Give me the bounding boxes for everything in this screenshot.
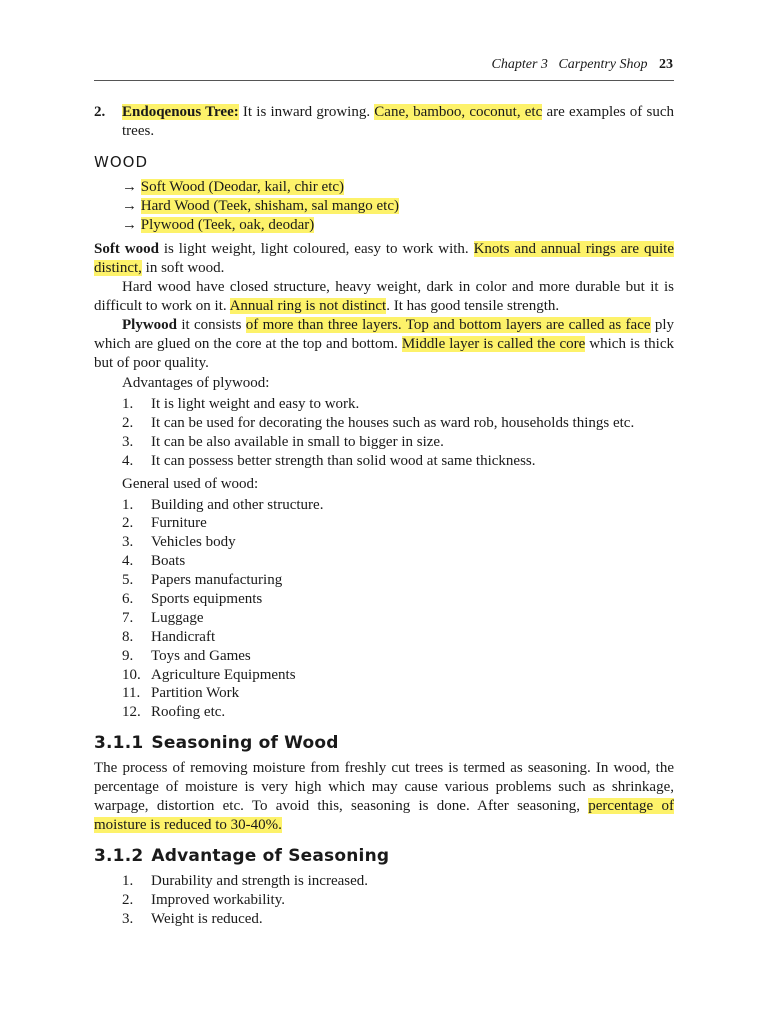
seasoning-highlight: percentage of moisture is reduced to 30-40%. <box>94 798 674 834</box>
item-text: Building and other structure. <box>151 496 324 513</box>
plywood-term: Plywood <box>122 317 178 333</box>
item-text: Agriculture Equipments <box>151 666 296 683</box>
item-text: Vehicles body <box>151 534 236 551</box>
item-text: Handicraft <box>151 628 216 645</box>
plywood-highlight1: of more than three layers. Top and bottom layers are called as face <box>245 317 651 333</box>
endogenous-term: Endoqenous Tree: <box>122 104 239 120</box>
item-number: 2. <box>122 515 134 532</box>
list-item <box>122 647 674 666</box>
item-text: Weight is reduced. <box>151 911 263 928</box>
plywood-text3: which is thick but of poor quality. <box>94 336 675 371</box>
item-number: 3. <box>122 911 134 928</box>
soft-wood-term: Soft wood <box>94 241 159 257</box>
item-number: 3. <box>122 433 134 450</box>
section-title: Advantage of Seasoning <box>151 846 390 867</box>
endogenous-text1: It is inward growing. <box>238 104 375 120</box>
item-number: 2. <box>122 892 134 909</box>
section-number: 3.1.2 <box>94 846 144 867</box>
seasoning-paragraph <box>94 759 674 835</box>
chapter-label: Chapter 3 <box>491 57 548 72</box>
running-head <box>492 55 673 74</box>
soft-wood-text1: is light weight, light coloured, easy to work with. <box>158 241 474 257</box>
hard-wood-text2: . It has good tensile strength. <box>386 298 560 314</box>
item-text: Sports equipments <box>151 591 263 608</box>
plywood-paragraph <box>94 316 674 373</box>
list-item <box>122 433 674 452</box>
plywood-highlight2: Middle layer is called the core <box>401 336 586 352</box>
item-number: 1. <box>122 396 134 412</box>
item-text: It is light weight and easy to work. <box>151 396 360 412</box>
endogenous-paragraph <box>122 103 674 141</box>
list-item <box>122 910 674 929</box>
endogenous-item <box>94 103 674 141</box>
item-number: 4. <box>122 452 134 469</box>
item-number: 8. <box>122 628 134 645</box>
item-number: 1. <box>122 873 134 890</box>
wood-type-item <box>122 216 674 235</box>
item-text: It can be also available in small to bigger in size. <box>151 433 444 450</box>
soft-wood-paragraph <box>94 240 674 278</box>
item-number: 6. <box>122 591 134 608</box>
uses-list <box>122 496 674 723</box>
endogenous-number: 2. <box>94 104 106 120</box>
hard-wood-text1: Hard wood have closed structure, heavy weight, dark in color and more durable but it is difficult to work on it. <box>94 279 674 314</box>
list-item <box>122 628 674 647</box>
item-number: 1. <box>122 496 134 513</box>
list-item <box>122 452 674 471</box>
item-text: It can be used for decorating the houses such as ward rob, households things etc. <box>151 414 635 431</box>
list-item <box>122 684 674 703</box>
item-number: 9. <box>122 647 134 664</box>
item-number: 10. <box>122 666 141 683</box>
list-item <box>122 703 674 722</box>
item-text: Luggage <box>151 609 204 626</box>
list-item <box>122 609 674 628</box>
item-number: 12. <box>122 704 141 721</box>
item-text: Furniture <box>151 515 207 532</box>
soft-wood-highlight: Knots and annual rings are quite distinct, <box>94 241 674 276</box>
item-number: 4. <box>122 553 134 570</box>
list-item <box>122 552 674 571</box>
wood-type-item <box>122 178 674 197</box>
soft-wood-text2: in soft wood. <box>141 260 225 276</box>
wood-types-list <box>122 178 674 235</box>
wood-heading: WOOD <box>94 153 148 171</box>
item-number: 5. <box>122 572 134 589</box>
list-item <box>122 496 674 515</box>
plywood-text2: ply which are glued on the core at the top and bottom. <box>94 317 675 352</box>
advantages-intro: Advantages of plywood: <box>122 375 270 391</box>
arrow-icon: → <box>122 198 137 214</box>
list-item <box>122 872 674 891</box>
item-text: Roofing etc. <box>151 704 226 721</box>
uses-intro: General used of wood: <box>122 475 259 492</box>
list-item <box>122 571 674 590</box>
advantages-list <box>122 395 674 471</box>
plywood-text1: it consists <box>177 317 246 333</box>
section-title: Seasoning of Wood <box>151 733 339 754</box>
item-number: 3. <box>122 534 134 551</box>
section-heading-advantage <box>94 847 674 866</box>
item-text: Durability and strength is increased. <box>151 873 369 890</box>
item-text: Toys and Games <box>151 647 251 664</box>
hard-wood-paragraph <box>94 278 674 316</box>
section-number: 3.1.1 <box>94 733 144 754</box>
item-number: 7. <box>122 609 134 626</box>
wood-type-text: Soft Wood (Deodar, kail, chir etc) <box>140 179 345 195</box>
page-number: 23 <box>659 57 673 72</box>
list-item <box>122 514 674 533</box>
wood-type-item <box>122 197 674 216</box>
item-number: 11. <box>122 685 141 702</box>
hard-wood-highlight: Annual ring is not distinct <box>229 298 387 314</box>
content <box>94 103 674 933</box>
item-text: Papers manufacturing <box>151 572 283 589</box>
seasoning-text: The process of removing moisture from freshly cut trees is termed as seasoning. In wood, the percentage of moisture is very high which may cause various problems such as shrinkage, warpage, distortion etc. To avoid this, seasoning is done. After seasoning, <box>94 760 674 815</box>
wood-type-text: Plywood (Teek, oak, deodar) <box>140 217 315 233</box>
item-text: Partition Work <box>151 685 240 702</box>
item-text: Improved workability. <box>151 892 285 909</box>
section-label: Carpentry Shop <box>558 57 648 72</box>
list-item <box>122 395 674 414</box>
header-rule <box>94 80 674 81</box>
list-item <box>122 533 674 552</box>
seasoning-advantages-list <box>122 872 674 929</box>
item-text: Boats <box>151 553 186 570</box>
wood-type-text: Hard Wood (Teek, shisham, sal mango etc) <box>140 198 399 214</box>
list-item <box>122 414 674 433</box>
list-item <box>122 666 674 685</box>
endogenous-highlight: Cane, bamboo, coconut, etc <box>374 104 543 120</box>
item-number: 2. <box>122 414 134 431</box>
list-item <box>122 590 674 609</box>
item-text: It can possess better strength than solid wood at same thickness. <box>151 452 536 469</box>
endogenous-text2: are examples of such trees. <box>122 104 674 139</box>
list-item <box>122 891 674 910</box>
section-heading-seasoning <box>94 734 674 753</box>
arrow-icon: → <box>122 179 137 195</box>
arrow-icon: → <box>122 217 137 233</box>
